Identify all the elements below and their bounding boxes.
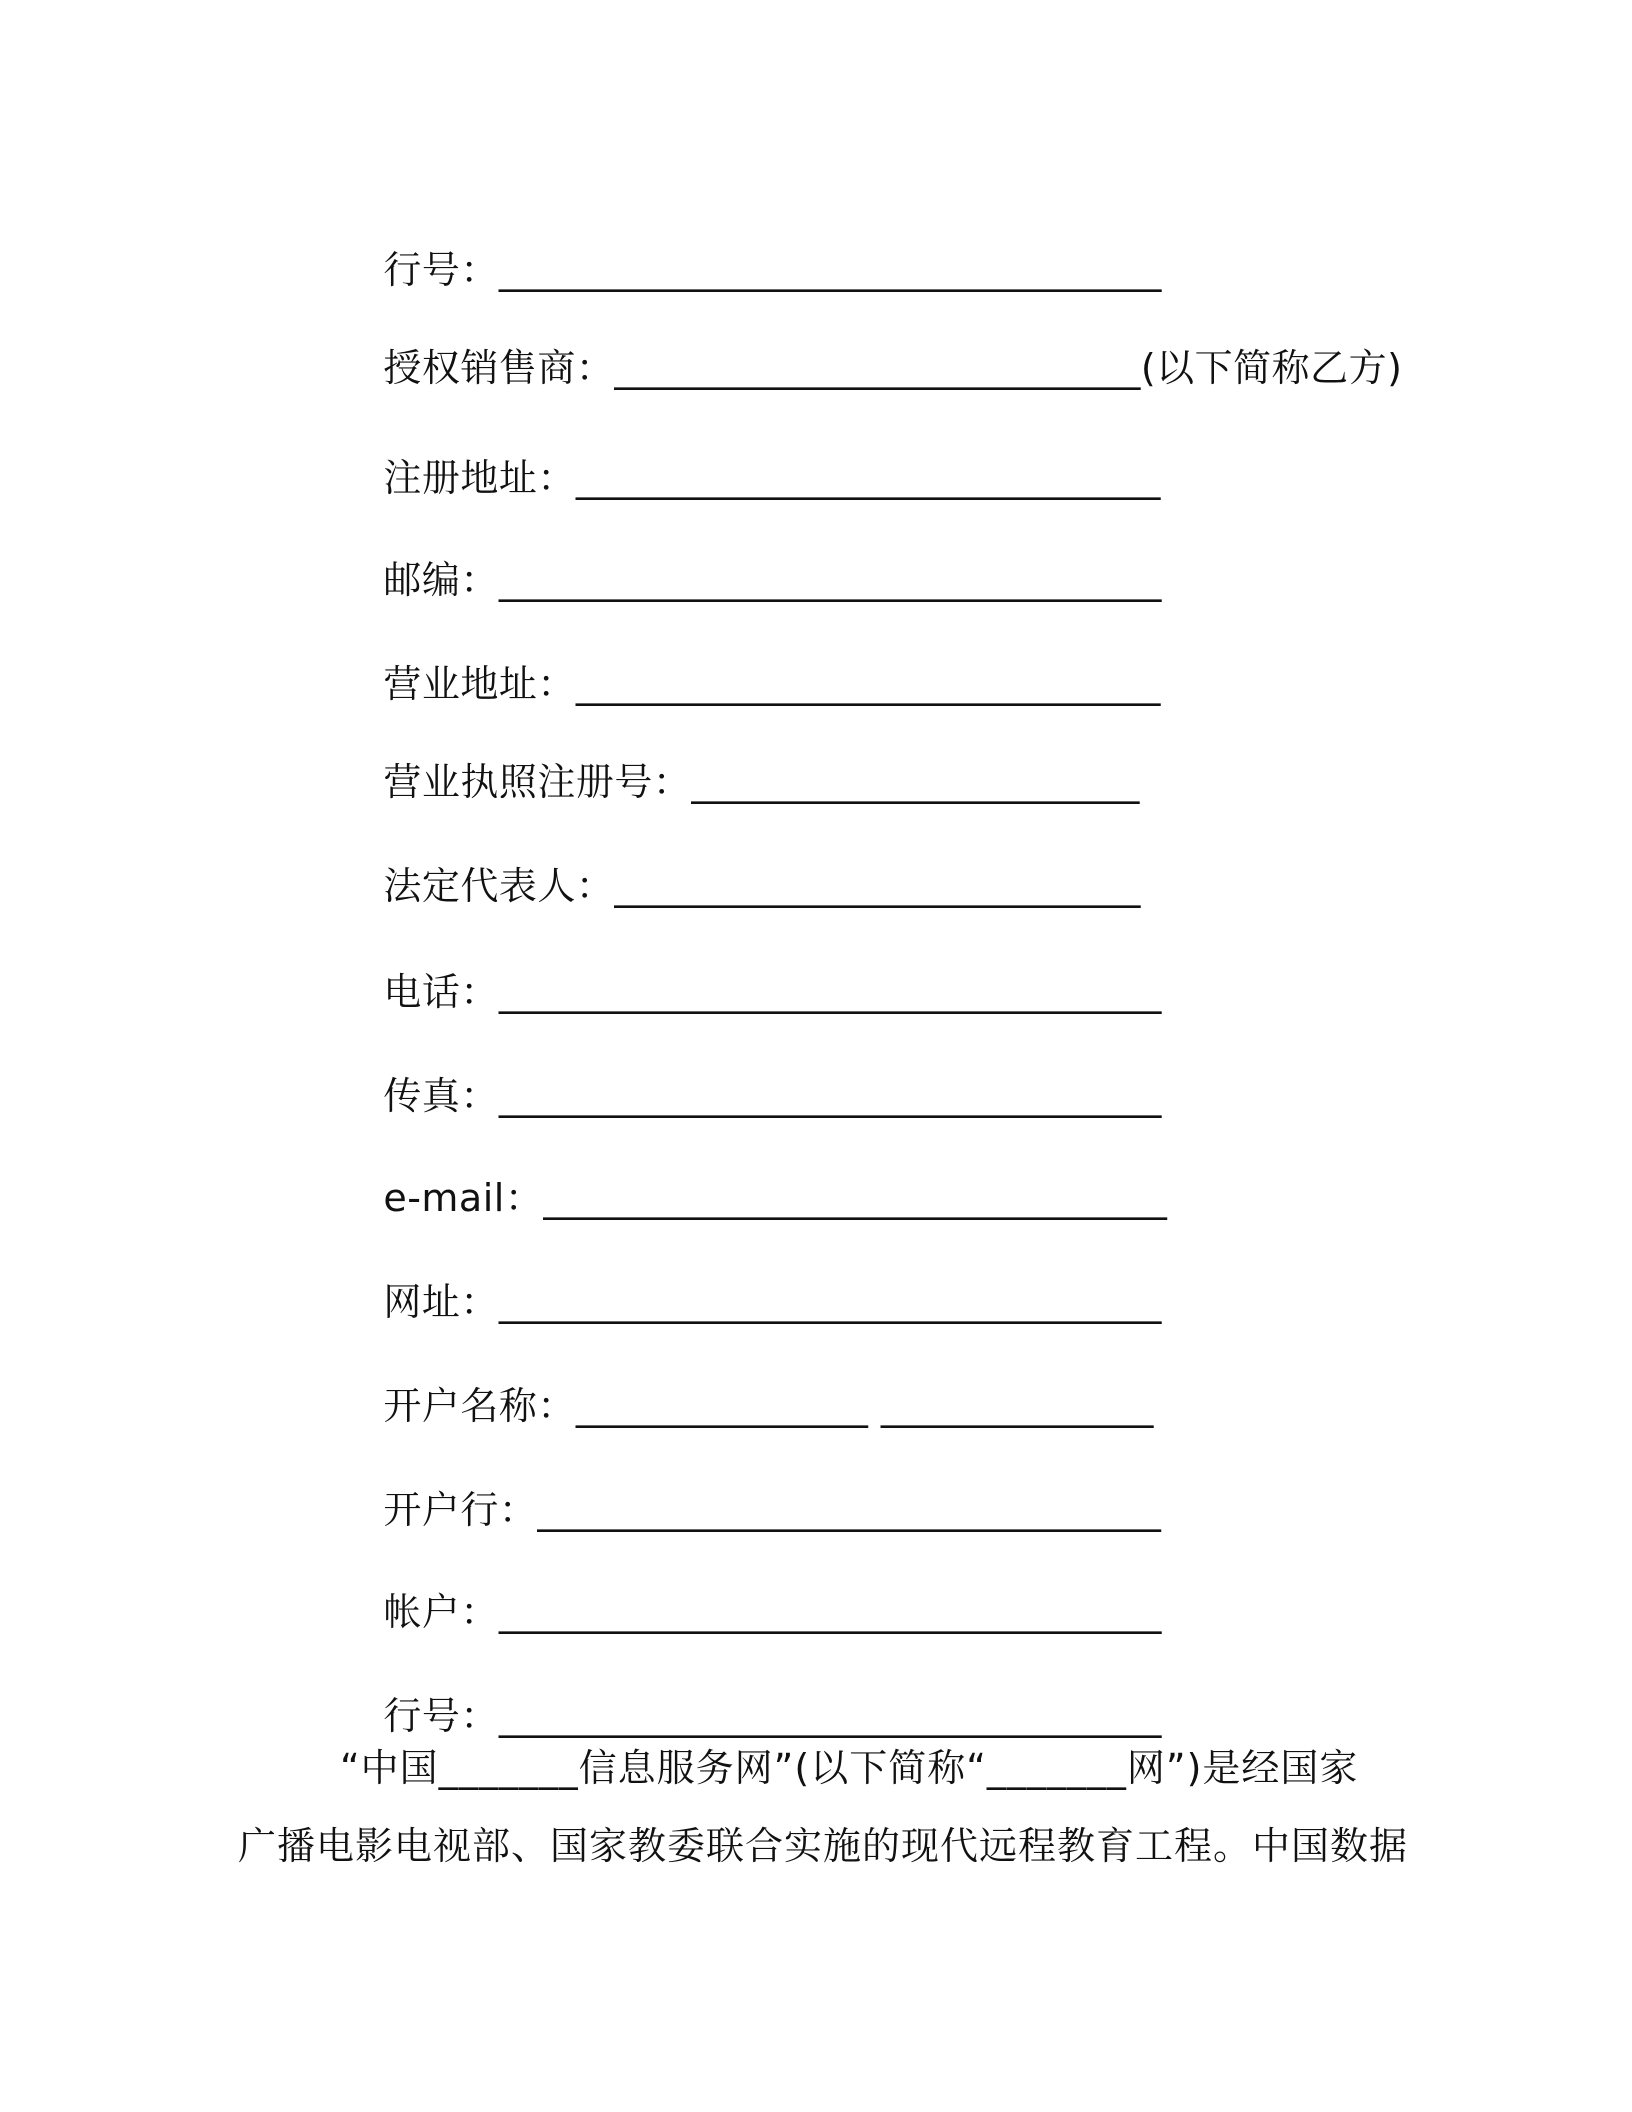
field-blank: _______________________ (691, 760, 1140, 804)
field-blank: ______________________________ (575, 662, 1161, 706)
paragraph-line-2: 广播电影电视部、国家教委联合实施的现代远程教育工程。中国数据 (238, 1824, 1409, 1868)
field-label: e-mail： (383, 1176, 544, 1220)
field-blank: ________________________________ (537, 1488, 1162, 1532)
field-blank: __________________________________ (498, 248, 1162, 292)
field-label: 帐户： (383, 1590, 499, 1634)
field-blank: ___________________________ (614, 346, 1141, 390)
field-blank: ______________________________ (575, 456, 1161, 500)
field-blank: _______________ ______________ (575, 1384, 1154, 1428)
field-blank: ________________________________ (543, 1176, 1168, 1220)
field-blank: __________________________________ (498, 1280, 1162, 1324)
field-blank: __________________________________ (498, 1590, 1162, 1634)
field-label: 电话： (383, 970, 499, 1014)
field-blank: __________________________________ (498, 970, 1162, 1014)
field-label: 营业地址： (383, 662, 576, 706)
field-label: 授权销售商： (383, 346, 615, 390)
field-label: 营业执照注册号： (383, 760, 692, 804)
field-blank: __________________________________ (498, 1694, 1162, 1738)
field-label: 开户名称： (383, 1384, 576, 1428)
field-label: 网址： (383, 1280, 499, 1324)
field-label: 注册地址： (383, 456, 576, 500)
field-label: 行号： (383, 1694, 499, 1738)
field-label: 法定代表人： (383, 864, 615, 908)
field-label: 邮编： (383, 558, 499, 602)
field-suffix: (以下简称乙方) (1140, 346, 1403, 390)
field-label: 行号： (383, 248, 499, 292)
field-blank: __________________________________ (498, 558, 1162, 602)
paragraph-line-1: “中国_______信息服务网”(以下简称“_______网”)是经国家 (340, 1746, 1359, 1790)
field-label: 传真： (383, 1074, 499, 1118)
field-blank: ___________________________ (614, 864, 1141, 908)
field-blank: __________________________________ (498, 1074, 1162, 1118)
field-label: 开户行： (383, 1488, 538, 1532)
